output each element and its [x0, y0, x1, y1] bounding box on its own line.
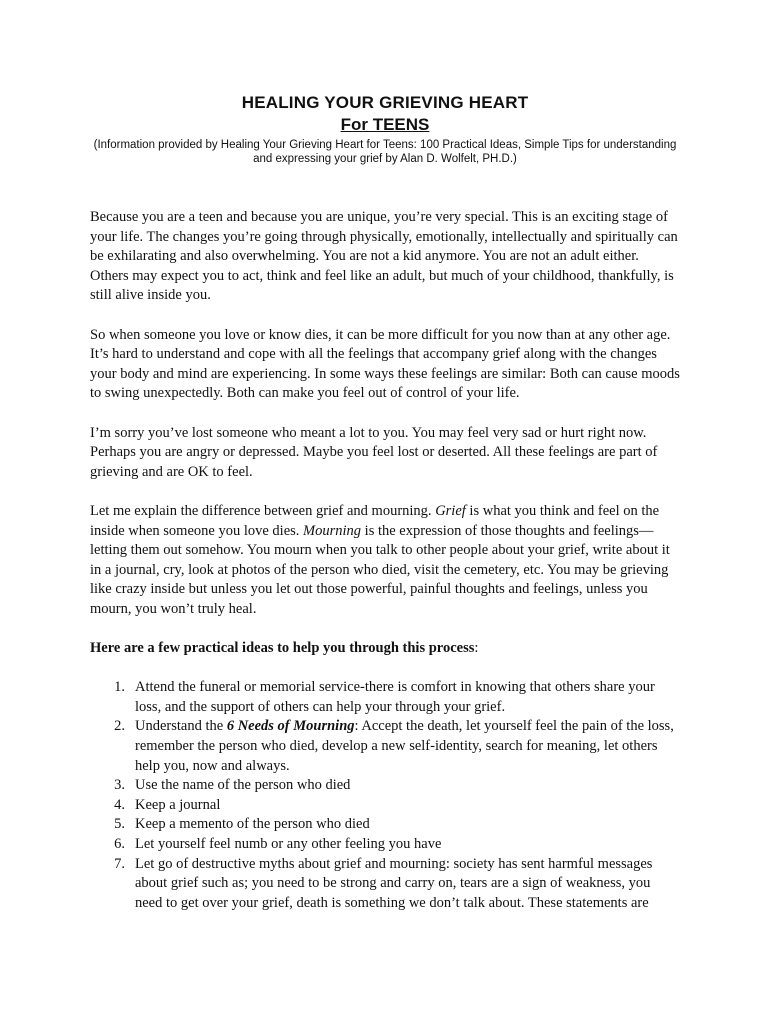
list-item: [90, 835, 680, 855]
list-item-text: Let yourself feel numb or any other feeling you have: [135, 836, 442, 852]
document-title: HEALING YOUR GRIEVING HEART: [241, 93, 529, 112]
list-item-post: : Accept the death, let yourself feel the pain of the loss, remember the person who died, develop a new self-identity, search for meaning, let others help you, now and always.: [135, 718, 674, 774]
list-item-pre: Understand the: [135, 718, 227, 735]
paragraph-sympathy: I’m sorry you’ve lost someone who meant a lot to you. You may feel very sad or hurt right now. Perhaps you are angry or depressed. Maybe you feel lost or deserted. All these feelings are part of grieving and are OK to feel.: [90, 424, 658, 480]
list-item-text: Attend the funeral or memorial service-there is comfort in knowing that others share your loss, and the support of others can help your through your grief.: [135, 679, 655, 715]
list-item-text: [135, 717, 680, 776]
source-credit: (Information provided by Healing Your Grieving Heart for Teens: 100 Practical Ideas, Simple Tips for understanding and expressing your grief by Alan D. Wolfelt, PH.D.): [93, 139, 677, 165]
ideas-heading-colon: :: [474, 640, 479, 657]
list-number: 6.: [114, 836, 125, 852]
term-grief: Grief: [435, 502, 466, 519]
paragraph-grief-vs-mourning: [90, 502, 680, 620]
list-number: 3.: [114, 777, 125, 794]
list-number: 5.: [114, 816, 125, 833]
ideas-heading: [90, 639, 680, 659]
ideas-list: [90, 678, 680, 913]
list-item: [90, 855, 680, 914]
list-item: [90, 796, 680, 816]
paragraph-text: Let me explain the difference between grief and mourning.: [90, 502, 436, 519]
paragraph-intro: Because you are a teen and because you are unique, you’re very special. This is an exciting stage of your life. The changes you’re going through physically, emotionally, intellectually and spiritually can be exhilarating and also overwhelming. You are not a kid anymore. You are not an adult either. Others may expect you to act, think and feel like an adult, but much of your childhood, thankfully, is still alive inside you.: [90, 209, 678, 304]
list-item-text: Use the name of the person who died: [135, 777, 351, 794]
list-number: 1.: [114, 679, 125, 696]
list-item: [90, 717, 680, 776]
list-item: [90, 678, 680, 717]
list-number: 7.: [114, 855, 125, 872]
list-item-text: Keep a journal: [135, 796, 221, 813]
list-item-text: Let go of destructive myths about grief and mourning: society has sent harmful messages about grief such as; you need to be strong and carry on, tears are a sign of weakness, you need to get over your grief, death is something we don’t talk about. These statements are: [135, 855, 653, 911]
paragraph-difficulty: So when someone you love or know dies, it can be more difficult for you now than at any other age. It’s hard to understand and cope with all the feelings that accompany grief along with the changes your body and mind are experiencing. In some ways these feelings are similar: Both can cause moods to swing unexpectedly. Both can make you feel out of control of your life.: [90, 326, 680, 402]
list-number: 2.: [114, 718, 125, 735]
list-item: [90, 815, 680, 835]
needs-of-mourning-emphasis: 6 Needs of Mourning: [226, 718, 355, 735]
list-item-text: Keep a memento of the person who died: [135, 816, 370, 833]
ideas-heading-text: Here are a few practical ideas to help you through this process: [90, 640, 475, 657]
document-subtitle: For TEENS: [340, 115, 430, 134]
term-mourning: Mourning: [303, 522, 362, 539]
paragraph-text: is the expression of those thoughts and feelings—letting them out somehow. You mourn when you talk to other people about your grief, write about it in a journal, cry, look at photos of the person who died, visit the cemetery, etc. You may be grieving like crazy inside but unless you let out those powerful, painful thoughts and feelings, unless you mourn, you won’t truly heal.: [90, 522, 670, 617]
list-item: [90, 776, 680, 796]
list-number: 4.: [114, 796, 125, 813]
paragraph-text: is what you think and feel on the inside when someone you love dies.: [90, 502, 660, 539]
document-body: [90, 208, 680, 913]
